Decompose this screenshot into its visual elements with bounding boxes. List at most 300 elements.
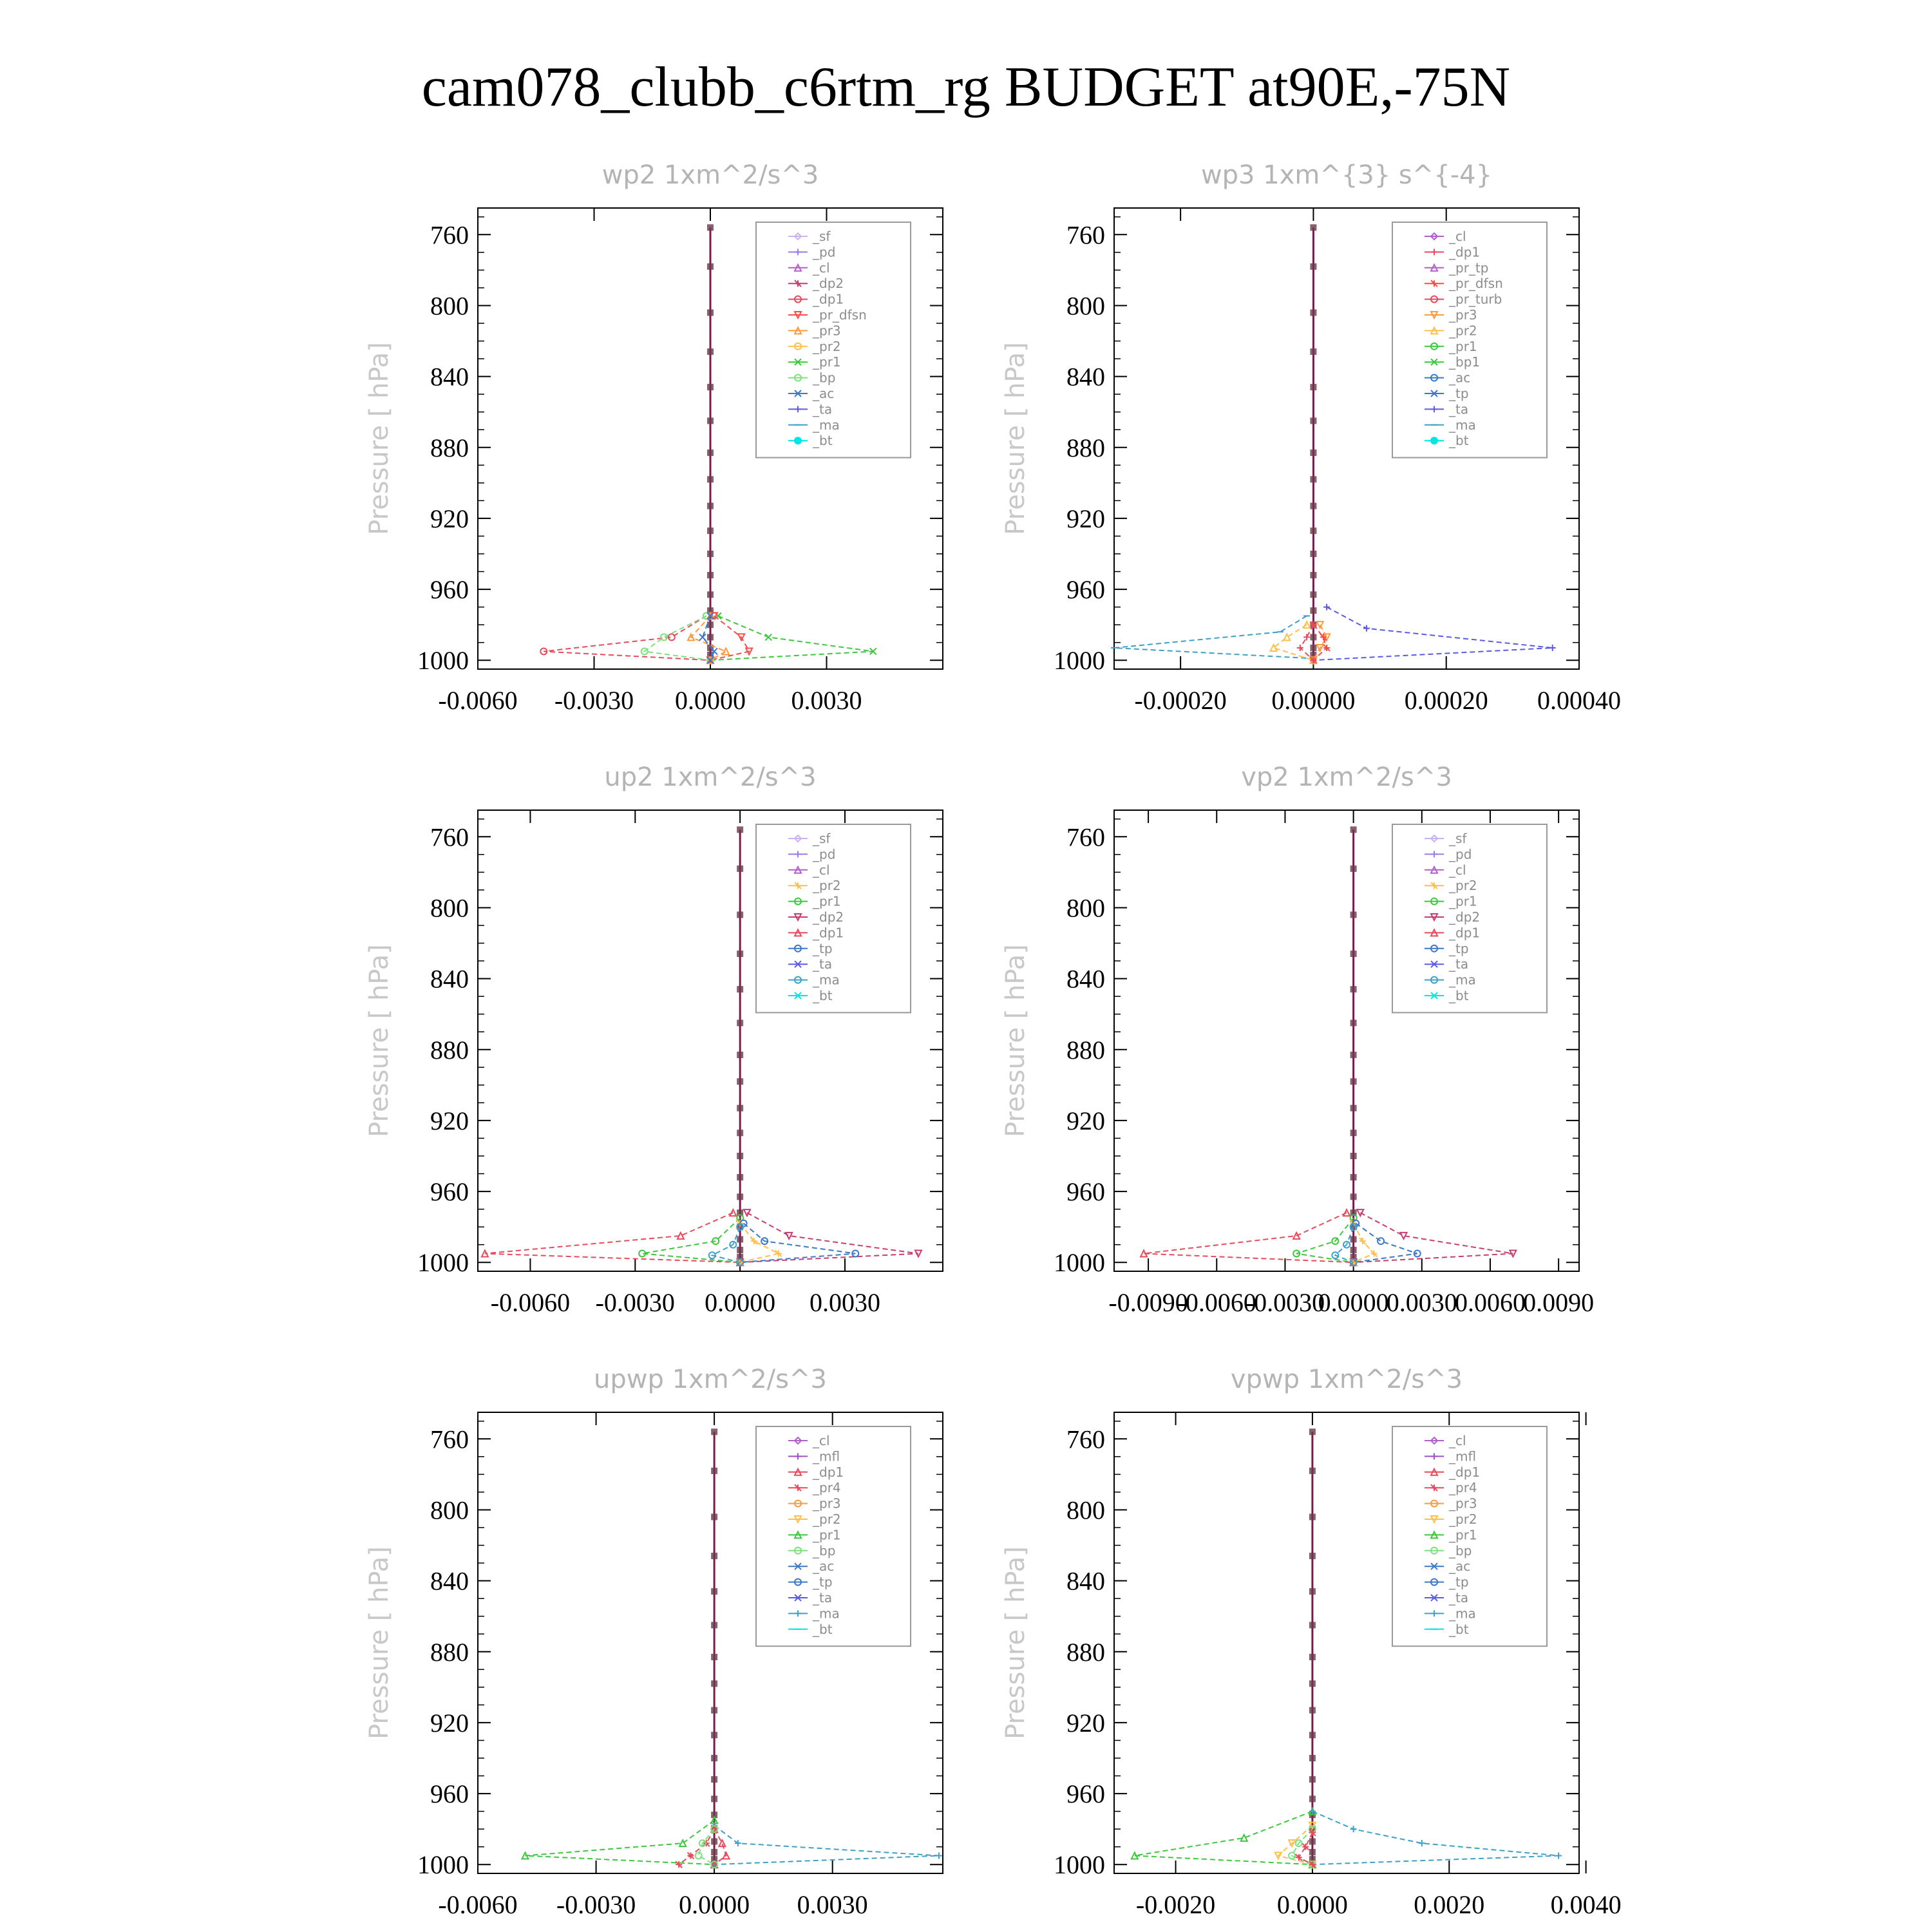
- profile-marker: [1350, 1130, 1357, 1136]
- series-line: [525, 1820, 714, 1864]
- series-marker: [1363, 625, 1370, 632]
- profile-marker: [707, 591, 714, 598]
- profile-marker: [1350, 1174, 1357, 1180]
- y-tick-label: 840: [430, 964, 469, 994]
- series-line: [642, 1218, 740, 1262]
- series-marker: [1303, 621, 1310, 628]
- x-tick-label: 0.0000: [675, 686, 746, 715]
- legend-label: _ta: [813, 956, 833, 972]
- legend-label: _ta: [1449, 1590, 1469, 1605]
- profile-marker: [707, 263, 714, 270]
- profile-marker: [707, 384, 714, 390]
- legend-label: _tp: [1449, 1574, 1469, 1590]
- series-marker: [1241, 1835, 1247, 1841]
- profile-marker: [707, 621, 714, 628]
- profile-marker: [1350, 1052, 1357, 1058]
- panel-title: wp2 1xm^2/s^3: [601, 160, 819, 190]
- legend-label: _pr_dfsn: [813, 307, 867, 323]
- y-tick-label: 960: [430, 1177, 469, 1207]
- profile-marker: [711, 1795, 717, 1802]
- profile-marker: [1310, 527, 1316, 534]
- profile-marker: [737, 1174, 743, 1180]
- y-tick-label: 1000: [417, 1248, 469, 1278]
- series-marker: [786, 1233, 792, 1239]
- profile-marker: [1309, 1680, 1316, 1687]
- profile-marker: [1310, 384, 1316, 390]
- profile-marker: [711, 1838, 717, 1844]
- legend-label: _bt: [813, 988, 833, 1003]
- y-tick-label: 800: [430, 893, 469, 923]
- legend-label: _pr3: [813, 323, 841, 339]
- series-line: [485, 1213, 740, 1262]
- legend-label: _cl: [1449, 862, 1466, 878]
- legend-label: _pr2: [813, 878, 841, 894]
- series-marker: [1132, 1852, 1138, 1859]
- profile-marker: [1310, 450, 1316, 456]
- profile-marker: [1309, 1654, 1316, 1660]
- profile-marker: [1310, 607, 1316, 614]
- legend-label: _ac: [1449, 370, 1471, 386]
- x-tick-label: -0.0060: [438, 1890, 518, 1919]
- panel-title: wp3 1xm^{3} s^{-4}: [1200, 160, 1493, 190]
- legend-label: _dp1: [1449, 244, 1481, 260]
- profile-marker: [711, 1707, 717, 1714]
- profile-marker: [711, 1654, 717, 1660]
- y-tick-label: 920: [1066, 504, 1105, 533]
- y-axis-label: Pressure [ hPa]: [1001, 1546, 1030, 1739]
- y-tick-label: 800: [1066, 291, 1105, 321]
- series-line: [1313, 607, 1552, 661]
- series-marker: [775, 1250, 782, 1256]
- series-line: [714, 1826, 939, 1865]
- legend-label: _dp1: [813, 1464, 844, 1480]
- profile-marker: [1350, 1193, 1357, 1200]
- legend-label: _bp: [813, 1542, 836, 1558]
- legend-label: _pd: [1449, 846, 1472, 862]
- profile-marker: [1310, 634, 1316, 640]
- y-tick-label: 800: [430, 291, 469, 321]
- profile-marker: [737, 1153, 743, 1159]
- legend-label: _pd: [813, 244, 836, 260]
- series-marker: [765, 634, 772, 640]
- panel-title: upwp 1xm^2/s^3: [594, 1365, 827, 1394]
- legend-label: _ma: [1449, 972, 1476, 988]
- profile-marker: [1309, 1553, 1316, 1559]
- legend-label: _sf: [813, 229, 831, 244]
- profile-marker: [737, 1078, 743, 1084]
- legend-label: _sf: [1449, 831, 1467, 846]
- profile-marker: [737, 1019, 743, 1026]
- legend-label: _pr4: [1449, 1480, 1477, 1496]
- y-tick-label: 880: [430, 1035, 469, 1065]
- profile-marker: [1310, 348, 1316, 355]
- x-tick-label: 0.0000: [1318, 1288, 1389, 1317]
- legend-label: _ma: [1449, 417, 1476, 433]
- series-marker: [1350, 1826, 1357, 1832]
- profile-marker: [1309, 1468, 1316, 1474]
- legend-label: _pr1: [813, 1527, 841, 1543]
- profile-marker: [1350, 951, 1357, 957]
- legend-label: _dp1: [1449, 925, 1481, 941]
- series-marker: [1419, 1840, 1425, 1846]
- panel-title: vp2 1xm^2/s^3: [1241, 762, 1452, 792]
- series-marker: [1141, 1250, 1147, 1256]
- y-axis-label: Pressure [ hPa]: [365, 1546, 394, 1739]
- legend-label: _pr2: [813, 1511, 841, 1527]
- profile-marker: [737, 1130, 743, 1136]
- series-line: [645, 616, 710, 660]
- profile-marker: [711, 1755, 717, 1761]
- profile-marker: [707, 224, 714, 231]
- legend-label: _pr4: [813, 1480, 841, 1496]
- profile-marker: [1310, 551, 1316, 557]
- y-tick-label: 880: [430, 1637, 469, 1667]
- legend-label: _pr1: [813, 354, 841, 370]
- legend-label: _ma: [813, 1605, 840, 1622]
- x-tick-label: -0.0030: [556, 1890, 636, 1919]
- profile-marker: [737, 986, 743, 992]
- x-tick-label: -0.0060: [490, 1288, 571, 1317]
- x-tick-label: 0.0000: [679, 1890, 750, 1919]
- profile-marker: [707, 450, 714, 456]
- legend-label: _bp1: [1449, 354, 1481, 370]
- legend-label: _dp1: [813, 291, 844, 307]
- y-tick-label: 880: [1066, 1035, 1105, 1065]
- legend-label: _ma: [813, 417, 840, 433]
- profile-marker: [707, 551, 714, 557]
- legend-label: _dp2: [813, 909, 844, 925]
- legend-label: _ta: [813, 401, 833, 417]
- y-tick-label: 800: [1066, 1495, 1105, 1525]
- series-marker: [1549, 645, 1556, 651]
- y-tick-label: 840: [1066, 362, 1105, 392]
- profile-marker: [711, 1776, 717, 1783]
- profile-marker: [711, 1680, 717, 1687]
- x-tick-label: 0.00000: [1271, 686, 1356, 715]
- y-tick-label: 840: [430, 362, 469, 392]
- y-tick-label: 960: [1066, 1177, 1105, 1207]
- profile-marker: [737, 866, 743, 872]
- x-tick-label: -0.0030: [595, 1288, 675, 1317]
- profile-marker: [737, 911, 743, 918]
- series-marker: [696, 1852, 702, 1859]
- y-tick-label: 760: [430, 1425, 469, 1454]
- main-title: cam078_clubb_c6rtm_rg BUDGET at90E,-75N: [421, 56, 1511, 118]
- profile-marker: [1350, 1247, 1357, 1253]
- profile-marker: [737, 951, 743, 957]
- legend-label: _pr3: [1449, 1495, 1477, 1511]
- profile-marker: [1309, 1428, 1316, 1435]
- chart-panel: [1001, 762, 1594, 1317]
- legend-label: _dp1: [813, 925, 844, 941]
- legend-label: _bt: [813, 1621, 833, 1637]
- series-marker: [676, 1861, 682, 1868]
- series-marker: [711, 648, 717, 654]
- profile-marker: [1310, 572, 1316, 578]
- legend-label: _bp: [1449, 1542, 1472, 1558]
- legend-label: _pr_dfsn: [1449, 276, 1503, 292]
- y-tick-label: 1000: [1054, 1850, 1105, 1880]
- x-tick-label: 0.0030: [797, 1890, 868, 1919]
- profile-marker: [711, 1849, 717, 1855]
- legend-label: _pr_turb: [1449, 291, 1502, 307]
- legend-label: _tp: [1449, 386, 1469, 401]
- x-tick-label: 0.0090: [1523, 1288, 1595, 1317]
- profile-marker: [1310, 417, 1316, 424]
- profile-marker: [1350, 911, 1357, 918]
- panel-title: vpwp 1xm^2/s^3: [1230, 1365, 1463, 1394]
- x-tick-label: -0.0090: [1108, 1288, 1188, 1317]
- legend-label: _dp2: [813, 276, 844, 292]
- legend-label: _ac: [1449, 1558, 1471, 1575]
- legend-label: _tp: [813, 940, 833, 956]
- x-tick-label: 0.0020: [1414, 1890, 1485, 1919]
- profile-marker: [711, 1588, 717, 1595]
- profile-marker: [1350, 1078, 1357, 1084]
- legend-label: _bt: [1449, 433, 1469, 449]
- x-tick-label: 0.0040: [1550, 1890, 1622, 1919]
- profile-marker: [737, 1052, 743, 1058]
- y-tick-label: 1000: [1054, 646, 1105, 676]
- series-marker: [1555, 1852, 1562, 1859]
- y-axis-label: Pressure [ hPa]: [1001, 342, 1030, 535]
- legend-label: _pr3: [813, 1495, 841, 1511]
- legend-label: _pr1: [813, 893, 841, 909]
- y-tick-label: 840: [1066, 964, 1105, 994]
- profile-marker: [707, 634, 714, 640]
- y-tick-label: 840: [1066, 1566, 1105, 1596]
- y-tick-label: 880: [430, 433, 469, 462]
- legend-label: _pr1: [1449, 893, 1477, 909]
- y-tick-label: 1000: [417, 646, 469, 676]
- y-axis-label: Pressure [ hPa]: [1001, 944, 1030, 1137]
- y-tick-label: 960: [430, 1779, 469, 1809]
- series-marker: [723, 648, 729, 654]
- profile-marker: [1309, 1588, 1316, 1595]
- x-tick-label: 0.0060: [1454, 1288, 1526, 1317]
- legend-label: _ta: [813, 1590, 833, 1605]
- y-tick-label: 760: [1066, 822, 1105, 852]
- series-marker: [1323, 645, 1330, 651]
- legend-label: _pr1: [1449, 1527, 1477, 1543]
- y-tick-label: 880: [1066, 1637, 1105, 1667]
- legend-label: _cl: [1449, 1433, 1466, 1448]
- y-axis-label: Pressure [ hPa]: [365, 342, 394, 535]
- panel-title: up2 1xm^2/s^3: [604, 762, 817, 792]
- legend-label: _tp: [1449, 940, 1469, 956]
- legend-label: _ac: [813, 1558, 835, 1575]
- series-marker: [1283, 634, 1290, 640]
- profile-marker: [1350, 1236, 1357, 1242]
- series-marker: [719, 1840, 725, 1846]
- legend-label: _cl: [813, 260, 830, 276]
- profile-marker: [707, 527, 714, 534]
- profile-marker: [737, 1247, 743, 1253]
- legend-label: _bp: [813, 370, 836, 386]
- series-line: [1135, 1812, 1312, 1865]
- series-marker: [1323, 604, 1330, 611]
- legend-label: _bt: [1449, 988, 1469, 1003]
- profile-marker: [1309, 1622, 1316, 1628]
- profile-marker: [1350, 986, 1357, 992]
- x-tick-label: 0.0030: [810, 1288, 880, 1317]
- y-tick-label: 920: [430, 1708, 469, 1738]
- y-tick-label: 1000: [417, 1850, 469, 1880]
- y-tick-label: 800: [430, 1495, 469, 1525]
- profile-marker: [1309, 1838, 1316, 1844]
- profile-marker: [1350, 1105, 1357, 1112]
- y-tick-label: 1000: [1054, 1248, 1105, 1278]
- x-tick-label: -0.00020: [1134, 686, 1227, 715]
- y-tick-label: 760: [430, 220, 469, 250]
- chart-panel: [1001, 1365, 1622, 1919]
- series-line: [1114, 616, 1313, 658]
- series-marker: [936, 1852, 942, 1859]
- profile-marker: [707, 476, 714, 482]
- legend-label: _mfl: [813, 1448, 840, 1464]
- chart-panel: [365, 1365, 943, 1919]
- y-tick-label: 840: [430, 1566, 469, 1596]
- profile-marker: [1350, 826, 1357, 833]
- legend-label: _pr3: [1449, 307, 1477, 323]
- profile-marker: [707, 348, 714, 355]
- legend-marker: [794, 437, 802, 444]
- profile-marker: [711, 1468, 717, 1474]
- profile-marker: [707, 309, 714, 316]
- legend-label: _pr2: [1449, 1511, 1477, 1527]
- series-line: [544, 616, 710, 660]
- y-tick-label: 880: [1066, 433, 1105, 462]
- x-tick-label: -0.0030: [1245, 1288, 1325, 1317]
- y-tick-label: 920: [1066, 1106, 1105, 1135]
- profile-marker: [711, 1732, 717, 1738]
- profile-marker: [711, 1513, 717, 1520]
- profile-marker: [1309, 1732, 1316, 1738]
- legend-label: _ta: [1449, 956, 1469, 972]
- profile-marker: [711, 1428, 717, 1435]
- legend-label: _mfl: [1449, 1448, 1477, 1464]
- legend-label: _pr2: [1449, 878, 1477, 894]
- profile-marker: [711, 1622, 717, 1628]
- series-line: [1312, 1812, 1558, 1865]
- profile-marker: [737, 1236, 743, 1242]
- profile-marker: [707, 503, 714, 509]
- series-marker: [677, 1233, 684, 1239]
- series-marker: [687, 1852, 694, 1859]
- profile-marker: [1310, 591, 1316, 598]
- profile-marker: [737, 1193, 743, 1200]
- chart-panel: [365, 762, 943, 1317]
- legend-label: _ta: [1449, 401, 1469, 417]
- profile-marker: [1309, 1776, 1316, 1783]
- profile-marker: [1309, 1755, 1316, 1761]
- y-tick-label: 960: [430, 575, 469, 605]
- y-tick-label: 800: [1066, 893, 1105, 923]
- legend-marker: [1430, 437, 1438, 444]
- series-marker: [1378, 1238, 1384, 1244]
- series-line: [1354, 1213, 1513, 1262]
- profile-marker: [1309, 1849, 1316, 1855]
- profile-marker: [737, 826, 743, 833]
- legend-label: _dp1: [1449, 1464, 1481, 1480]
- series-marker: [1303, 634, 1310, 640]
- chart-panel: [365, 160, 943, 715]
- x-tick-label: 0.00020: [1404, 686, 1488, 715]
- profile-marker: [1310, 224, 1316, 231]
- chart-panel: [1001, 160, 1621, 715]
- profile-marker: [1310, 645, 1316, 651]
- x-tick-label: 0.0030: [791, 686, 862, 715]
- x-tick-label: 0.0030: [1386, 1288, 1457, 1317]
- x-tick-label: -0.0060: [438, 686, 518, 715]
- legend-label: _sf: [813, 831, 831, 846]
- series-marker: [751, 1238, 757, 1244]
- legend-label: _dp2: [1449, 909, 1481, 925]
- x-tick-label: -0.0020: [1135, 1890, 1216, 1919]
- y-tick-label: 760: [430, 822, 469, 852]
- legend-label: _pr1: [1449, 338, 1477, 354]
- legend-label: _pd: [813, 846, 836, 862]
- profile-marker: [1350, 1019, 1357, 1026]
- profile-marker: [1310, 476, 1316, 482]
- profile-marker: [1309, 1707, 1316, 1714]
- series-marker: [1296, 1854, 1302, 1861]
- y-tick-label: 920: [430, 504, 469, 533]
- legend-label: _ma: [813, 972, 840, 988]
- legend-label: _tp: [813, 1574, 833, 1590]
- legend-label: _pr_tp: [1449, 260, 1489, 276]
- series-line: [1144, 1213, 1354, 1262]
- series-marker: [1400, 1233, 1406, 1239]
- profile-marker: [1309, 1513, 1316, 1520]
- y-tick-label: 760: [1066, 1425, 1105, 1454]
- series-marker: [1317, 621, 1323, 628]
- profile-marker: [707, 572, 714, 578]
- legend-label: _ma: [1449, 1605, 1476, 1622]
- legend-label: _bt: [813, 433, 833, 449]
- legend-label: _pr2: [1449, 323, 1477, 339]
- series-marker: [1302, 1844, 1309, 1850]
- legend-label: _cl: [813, 1433, 830, 1448]
- series-marker: [1359, 1238, 1366, 1244]
- y-tick-label: 960: [1066, 1779, 1105, 1809]
- profile-marker: [1310, 309, 1316, 316]
- legend-label: _cl: [813, 862, 830, 878]
- legend-label: _pr2: [813, 338, 841, 354]
- series-line: [710, 616, 873, 660]
- profile-marker: [737, 1105, 743, 1112]
- profile-marker: [1350, 1153, 1357, 1159]
- series-marker: [699, 634, 706, 640]
- x-tick-label: 0.00040: [1537, 686, 1621, 715]
- y-tick-label: 920: [430, 1106, 469, 1135]
- y-axis-label: Pressure [ hPa]: [365, 944, 394, 1137]
- x-tick-label: 0.0000: [705, 1288, 776, 1317]
- profile-marker: [1310, 263, 1316, 270]
- legend-label: _ac: [813, 386, 835, 401]
- series-line: [1296, 1218, 1354, 1262]
- legend-label: _cl: [1449, 229, 1466, 244]
- x-tick-label: 0.0000: [1276, 1890, 1348, 1919]
- x-tick-label: -0.0060: [1177, 1288, 1256, 1317]
- profile-marker: [1309, 1795, 1316, 1802]
- y-tick-label: 960: [1066, 575, 1105, 605]
- y-tick-label: 920: [1066, 1708, 1105, 1738]
- profile-marker: [1310, 503, 1316, 509]
- x-tick-label: -0.0030: [554, 686, 634, 715]
- legend-label: _bt: [1449, 1621, 1469, 1637]
- profile-marker: [711, 1553, 717, 1559]
